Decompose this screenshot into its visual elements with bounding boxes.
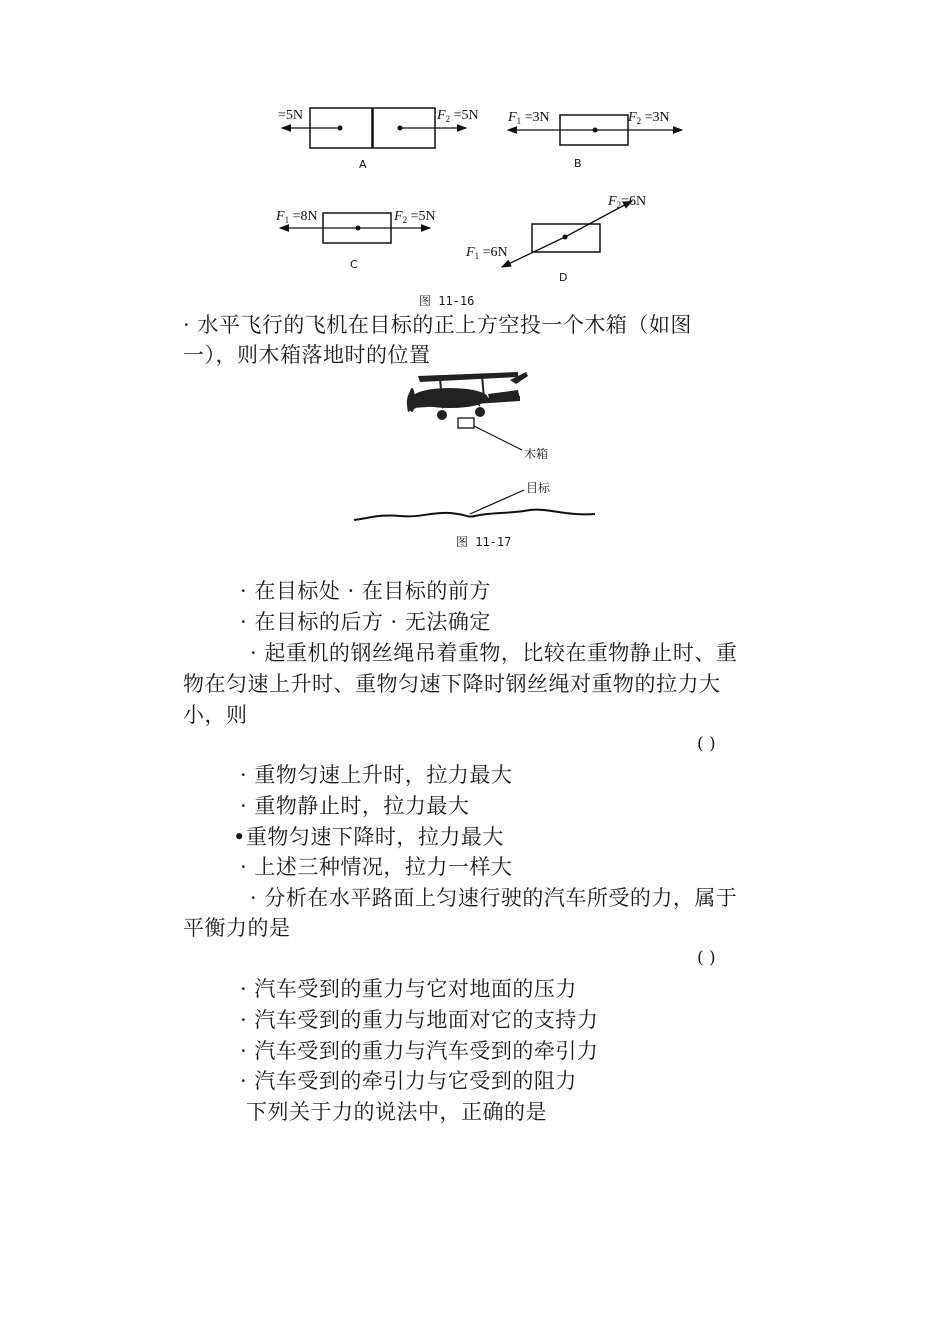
figure-11-16-caption: 图 11-16 bbox=[419, 294, 475, 308]
q-crane-option-2: · 重物静止时，拉力最大 bbox=[240, 794, 470, 818]
q-airplane-line1: · 水平飞行的飞机在目标的正上方空投一个木箱（如图 bbox=[183, 313, 692, 337]
q-crane-line3: 小，则 bbox=[183, 703, 248, 727]
figure-11-17-caption: 图 11-17 bbox=[456, 535, 512, 549]
q-crane-option-1: · 重物匀速上升时，拉力最大 bbox=[240, 763, 513, 787]
ground-line bbox=[354, 510, 595, 520]
q-airplane-line2: 一），则木箱落地时的位置 bbox=[183, 343, 431, 367]
label-target: 目标 bbox=[526, 481, 551, 495]
panel-b-f1-label: $F_1 =3N$ bbox=[508, 110, 550, 126]
wooden-box bbox=[458, 418, 474, 428]
force-diagrams-svg bbox=[270, 95, 690, 310]
panel-c-letter: C bbox=[350, 258, 358, 271]
q-car-line1: · 分析在水平路面上匀速行驶的汽车所受的力，属于 bbox=[250, 886, 738, 910]
panel-b-f2-label: $F_2 =3N$ bbox=[628, 110, 670, 126]
airplane-options-row2: · 在目标的后方 · 无法确定 bbox=[240, 610, 491, 634]
panel-d-f1-label: $F_1 =6N$ bbox=[466, 245, 508, 261]
q-car-option-4: · 汽车受到的牵引力与它受到的阻力 bbox=[240, 1069, 577, 1093]
q-car-option-1: · 汽车受到的重力与它对地面的压力 bbox=[240, 977, 577, 1001]
panel-a-f1-label: =5N bbox=[278, 108, 304, 123]
label-box: 木箱 bbox=[524, 447, 549, 461]
panel-c-f1-label: $F_1 =8N$ bbox=[276, 209, 318, 225]
q-car-option-2: · 汽车受到的重力与地面对它的支持力 bbox=[240, 1008, 599, 1032]
q-car-option-3: · 汽车受到的重力与汽车受到的牵引力 bbox=[240, 1039, 599, 1063]
q-force-line1: 下列关于力的说法中，正确的是 bbox=[246, 1100, 547, 1124]
panel-a-f2-label: $F_2 =5N$ bbox=[437, 108, 479, 124]
q-car-answer-paren: ( ) bbox=[697, 948, 716, 968]
figure-11-17 bbox=[350, 368, 610, 533]
panel-d-f2-label: $F_2=6N$ bbox=[608, 194, 647, 210]
panel-a-letter: A bbox=[359, 158, 367, 171]
panel-c-f2-label: $F_2 =5N$ bbox=[394, 209, 436, 225]
q-crane-line1: · 起重机的钢丝绳吊着重物，比较在重物静止时、重 bbox=[250, 641, 738, 665]
panel-b bbox=[507, 110, 682, 170]
q-car-line2: 平衡力的是 bbox=[183, 916, 291, 940]
biplane-icon bbox=[407, 372, 528, 420]
airplane-drop-svg bbox=[350, 368, 610, 533]
figure-11-16 bbox=[270, 95, 690, 310]
q-crane-line2: 物在匀速上升时、重物匀速下降时钢丝绳对重物的拉力大 bbox=[183, 672, 721, 696]
panel-d bbox=[465, 194, 646, 284]
airplane-options-row1: · 在目标处 · 在目标的前方 bbox=[240, 579, 491, 603]
panel-c bbox=[275, 209, 436, 271]
q-crane-option-4: · 上述三种情况，拉力一样大 bbox=[240, 855, 513, 879]
q-crane-answer-paren: ( ) bbox=[697, 734, 716, 754]
q-crane-option-3: •重物匀速下降时，拉力最大 bbox=[233, 825, 504, 849]
panel-d-letter: D bbox=[559, 271, 568, 284]
panel-a bbox=[278, 108, 479, 171]
panel-b-letter: B bbox=[574, 157, 582, 170]
